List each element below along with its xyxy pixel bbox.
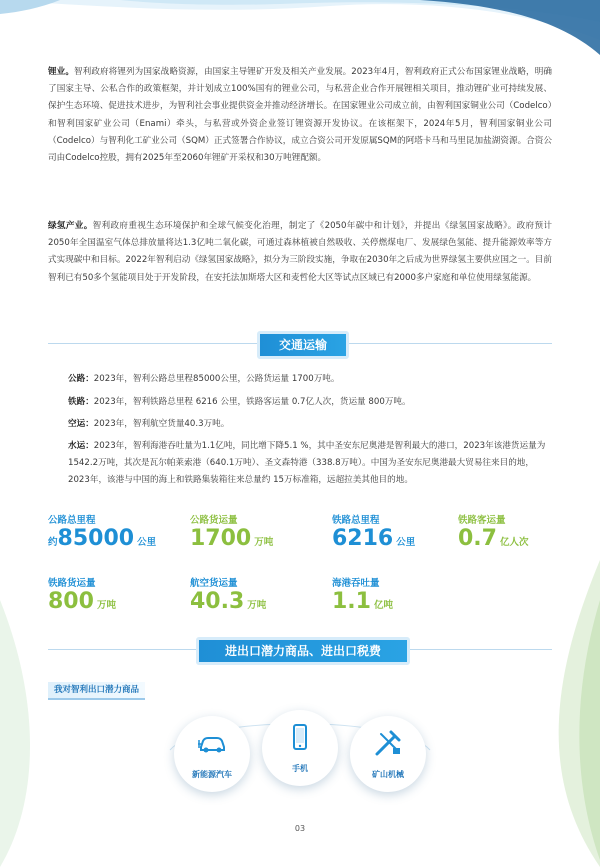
product-electric-car	[174, 716, 250, 792]
stat-label: 公路总里程	[48, 515, 96, 526]
stat-unit: 万吨	[254, 537, 274, 548]
product-label: 新能源汽车	[192, 770, 232, 779]
mobile-phone-icon	[285, 722, 315, 752]
stat-value: 40.3	[190, 589, 245, 614]
air-label: 空运：	[68, 419, 94, 429]
stat-value: 6216	[332, 526, 394, 551]
stat-unit: 公里	[396, 537, 416, 548]
road-text: 2023年，智利公路总里程85000公里，公路货运量 1700万吨。	[93, 374, 340, 384]
transport-section-title: 交通运输	[257, 331, 349, 359]
stat-value: 1700	[190, 526, 252, 551]
road-label: 公路：	[68, 374, 94, 384]
product-label: 手机	[292, 764, 308, 773]
hydrogen-text: 智利政府重视生态环境保护和全球气候变化治理，制定了《2050年碳中和计划》，并提出《绿氢国家战略》。政府预计2050年全国温室气体总排放量将达1.3亿吨二氧化碳，可通过森林植被自然吸收、关停燃煤电厂、发展绿色氢能、提升能源效率等方式实现碳中和目标。2022年智利启动《绿氢国家战略》，拟分为三阶段实施，争取在2030年之后成为世界绿氢主要供应国之一。目前智利已有50多个氢能项目处于开发阶段，在安托法加斯塔大区和麦哲伦大区等试点区域已有2000多户家庭和单位使用绿氢能源。	[48, 221, 552, 283]
product-label: 矿山机械	[372, 770, 404, 779]
stat-value: 0.7	[458, 526, 497, 551]
stat-prefix: 约	[48, 537, 58, 548]
stat-unit: 万吨	[96, 600, 116, 611]
trade-section-title: 进出口潜力商品、进出口税费	[196, 637, 410, 665]
lithium-text: 智利政府将锂列为国家战略资源，由国家主导锂矿开发及相关产业发展。2023年4月，智利政府正式公布国家锂业战略，明确了国家主导、公私合作的政策框架，并计划成立100%国有的锂业公司，与私营企业合作开展锂相关项目，推动锂矿业可持续发展、保护生态环境、促进技术进步，为智利社会事业提供资金并推动经济增长。在国家锂业公司成立前，由智利国家铜业公司（Codelco）和智利国家矿业公司（Enami）牵头，与私营或外资企业签订锂资源开发协议。在该框架下，2024年5月，智利国家铜业公司（Codelco）与智利化工矿业公司（SQM）正式签署合作协议，成立合资公司开发原属SQM的阿塔卡马和马里昆加盐湖资源。合资公司由Codelco控股，拥有2025年至2060年锂矿开采权和30万吨锂配额。	[48, 67, 552, 164]
stat-label: 铁路总里程	[332, 515, 380, 526]
page-number: 03	[294, 824, 306, 833]
hydrogen-title: 绿氢产业。	[48, 221, 93, 231]
water-label: 水运：	[68, 441, 94, 451]
export-products-subtitle: 我对智利出口潜力商品	[48, 682, 145, 700]
stat-label: 公路货运量	[190, 515, 238, 526]
rail-text: 2023年，智利铁路总里程 6216 公里，铁路客运量 0.7亿人次，货运量 800万吨。	[93, 397, 411, 407]
stat-label: 铁路货运量	[48, 578, 96, 589]
stat-unit: 亿吨	[373, 600, 393, 611]
mining-machinery-icon	[373, 728, 403, 758]
stat-label: 航空货运量	[190, 578, 238, 589]
stat-value: 800	[48, 589, 94, 614]
water-text: 2023年，智利海港吞吐量为1.1亿吨，同比增下降5.1 %，其中圣安东尼奥港是智利最大的港口，2023年该港货运量为1542.2万吨，其次是瓦尔帕莱索港（640.1万吨）、圣文森特港（338.8万吨）。中国为圣安东尼奥港最大贸易往来目的地，2023年，该港与中国的海上和铁路集装箱往来总量约 15万标准箱，远超拉美其他目的地。	[68, 441, 546, 486]
stat-unit: 万吨	[247, 600, 267, 611]
stat-label: 海港吞吐量	[332, 578, 380, 589]
electric-car-icon	[197, 728, 227, 758]
lithium-title: 锂业。	[48, 67, 74, 77]
stat-label: 铁路客运量	[458, 515, 506, 526]
product-mining-machinery	[350, 716, 426, 792]
rail-label: 铁路：	[68, 397, 94, 407]
stat-unit: 亿人次	[499, 537, 529, 548]
stat-value: 1.1	[332, 589, 371, 614]
air-text: 2023年，智利航空货量40.3万吨。	[93, 419, 230, 429]
stat-value: 85000	[57, 526, 135, 551]
product-mobile-phone	[262, 710, 338, 786]
stat-unit: 公里	[137, 537, 157, 548]
